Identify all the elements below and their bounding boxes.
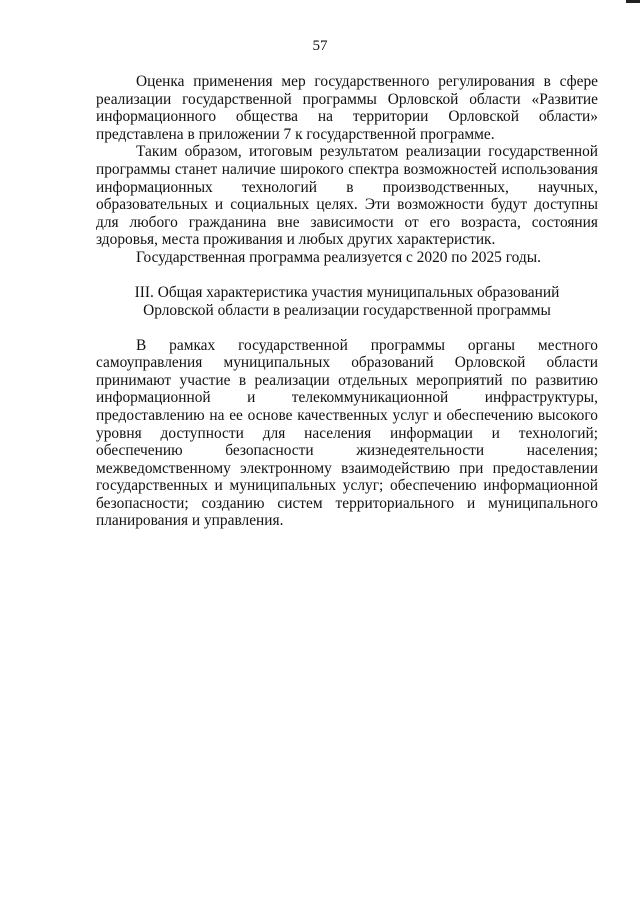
paragraph-municipal-participation: В рамках государственной программы органы местного самоуправления муниципальных образований Орловской области принимают участие в реализации отдельных мероприятий по развитию информационной и телекоммуникационной инфраструктуры, предоставлению на ее основе качественных услуг и обеспечению высокого уровня доступности для населения информации и технологий; обеспечению безопасности жизнедеятельности населения; межведомственному электронному взаимодействию при предоставлении государственных и муниципальных услуг; обеспечению информационной безопасности; созданию систем территориального и муниципального планирования и управления. [96, 336, 598, 530]
paragraph-regulation-assessment: Оценка применения мер государственного регулирования в сфере реализации государственной программы Орловской области «Развитие информационного общества на территории Орловской области» представлена в приложении 7 к государственной программе. [96, 73, 598, 143]
section-heading-line-2: Орловской области в реализации государственной программы [143, 301, 551, 319]
page-number: 57 [312, 38, 328, 54]
scan-corner-mark [626, 0, 640, 3]
paragraph-program-result: Таким образом, итоговым результатом реализации государственной программы станет наличие широкого спектра возможностей использования информационных технологий в производственных, научных, образовательных и социальных целях. Эти возможности будут доступны для любого гражданина вне зависимости от его возраста, состояния здоровья, места проживания и любых других характеристик. [96, 143, 598, 249]
section-heading-line-1: III. Общая характеристика участия муниципальных образований [134, 283, 560, 301]
document-body [96, 73, 598, 530]
section-heading [96, 284, 598, 320]
paragraph-program-period: Государственная программа реализуется с 2020 по 2025 годы. [136, 248, 541, 266]
